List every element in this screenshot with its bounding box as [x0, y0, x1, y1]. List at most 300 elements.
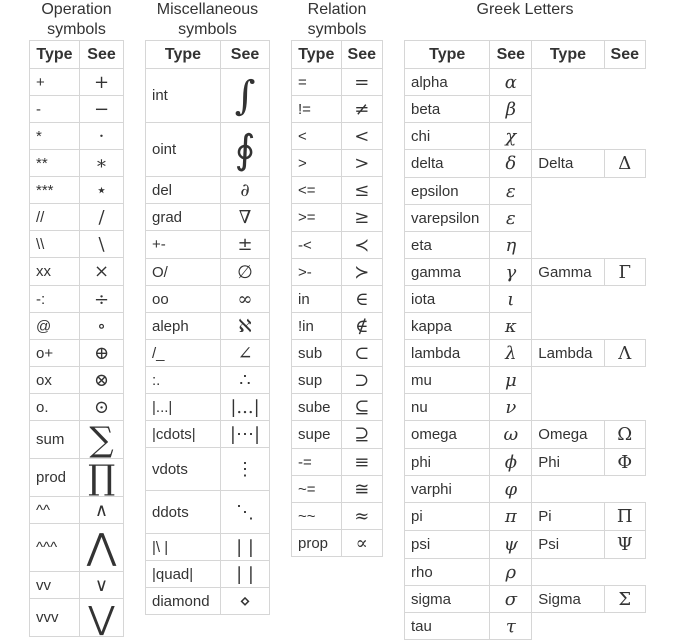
symbol-upper-cell: Γ	[604, 259, 645, 286]
table-row	[30, 96, 124, 123]
symbol-cell: ∂	[221, 177, 270, 204]
symbol-cell: α	[490, 69, 532, 96]
empty-cell	[604, 123, 645, 150]
symbol-cell: τ	[490, 613, 532, 640]
table-row	[146, 204, 270, 231]
type-cell: psi	[405, 531, 490, 559]
type-cell: ddots	[146, 491, 221, 534]
relation-symbols-body	[292, 69, 383, 557]
table-row	[30, 177, 124, 204]
empty-cell	[532, 205, 604, 232]
type-cell: -:	[30, 286, 80, 313]
greek-letters-section	[404, 0, 646, 640]
symbol-cell: ≻	[341, 259, 382, 286]
symbol-cell: ε	[490, 205, 532, 232]
type-cell: sum	[30, 421, 80, 459]
type-cell: ~~	[292, 503, 342, 530]
symbol-cell: ϕ	[490, 449, 532, 476]
empty-cell	[604, 286, 645, 313]
symbol-cell: | |	[221, 561, 270, 588]
table-row	[292, 96, 383, 123]
symbol-upper-cell: Π	[604, 503, 645, 531]
symbol-upper-cell: Σ	[604, 586, 645, 613]
table-row	[405, 476, 646, 503]
type-cell: varepsilon	[405, 205, 490, 232]
type-cell: vdots	[146, 448, 221, 491]
type-upper-cell: Psi	[532, 531, 604, 559]
table-row	[292, 367, 383, 394]
type-cell: int	[146, 69, 221, 123]
symbol-cell: |⋯|	[221, 421, 270, 448]
type-cell: eta	[405, 232, 490, 259]
col-header-type-upper: Type	[532, 41, 604, 69]
table-row	[405, 96, 646, 123]
symbol-cell: \	[80, 231, 124, 258]
symbol-upper-cell: Δ	[604, 150, 645, 178]
empty-cell	[532, 69, 604, 96]
table-row	[405, 150, 646, 178]
symbol-cell: ∧	[80, 497, 124, 524]
type-cell: del	[146, 177, 221, 204]
table-row	[292, 340, 383, 367]
table-row	[405, 259, 646, 286]
type-cell: o+	[30, 340, 80, 367]
type-cell: pi	[405, 503, 490, 531]
type-cell: |...|	[146, 394, 221, 421]
type-cell: |cdots|	[146, 421, 221, 448]
type-cell: !in	[292, 313, 342, 340]
empty-cell	[604, 313, 645, 340]
type-cell: phi	[405, 449, 490, 476]
symbol-upper-cell: Λ	[604, 340, 645, 367]
symbol-cell: ≤	[341, 177, 382, 204]
type-cell: \\	[30, 231, 80, 258]
type-cell: ^^^	[30, 524, 80, 572]
type-cell: diamond	[146, 588, 221, 615]
symbol-cell: |...|	[221, 394, 270, 421]
symbol-cell: ≡	[341, 449, 382, 476]
table-row	[292, 421, 383, 449]
symbol-cell: ∠	[221, 340, 270, 367]
symbol-cell: ∏	[80, 459, 124, 497]
symbol-cell: ε	[490, 178, 532, 205]
symbol-cell: ∗	[80, 150, 124, 177]
empty-cell	[532, 286, 604, 313]
table-row	[146, 177, 270, 204]
type-cell: omega	[405, 421, 490, 449]
table-row	[292, 394, 383, 421]
symbol-cell: ρ	[490, 559, 532, 586]
type-upper-cell: Omega	[532, 421, 604, 449]
symbol-cell: ≠	[341, 96, 382, 123]
symbol-cell: ∴	[221, 367, 270, 394]
table-row	[292, 204, 383, 232]
table-row	[405, 531, 646, 559]
symbol-cell: ∫	[221, 69, 270, 123]
symbol-cell: λ	[490, 340, 532, 367]
type-cell: alpha	[405, 69, 490, 96]
symbol-cell: ∨	[80, 572, 124, 599]
table-row	[146, 259, 270, 286]
type-cell: -<	[292, 232, 342, 259]
empty-cell	[532, 559, 604, 586]
symbol-cell: ⋮	[221, 448, 270, 491]
table-row	[405, 449, 646, 476]
symbol-cell: ⋅	[80, 123, 124, 150]
table-row	[405, 503, 646, 531]
type-cell: ***	[30, 177, 80, 204]
caption-line: symbols	[178, 21, 237, 38]
type-upper-cell: Delta	[532, 150, 604, 178]
symbol-cell: ×	[80, 258, 124, 286]
symbol-cell: ⊂	[341, 340, 382, 367]
type-cell: supe	[292, 421, 342, 449]
symbol-cell: ⊕	[80, 340, 124, 367]
symbol-cell: ∑	[80, 421, 124, 459]
table-row	[405, 286, 646, 313]
symbol-cell: χ	[490, 123, 532, 150]
type-upper-cell: Phi	[532, 449, 604, 476]
type-cell: +	[30, 69, 80, 96]
symbol-cell: ∅	[221, 259, 270, 286]
symbol-cell: ∘	[80, 313, 124, 340]
table-row	[146, 561, 270, 588]
symbol-cell: >	[341, 150, 382, 177]
type-cell: >	[292, 150, 342, 177]
table-row	[405, 178, 646, 205]
type-cell: sube	[292, 394, 342, 421]
table-row	[292, 177, 383, 204]
type-upper-cell: Gamma	[532, 259, 604, 286]
table-row	[30, 599, 124, 637]
symbol-cell: ⊙	[80, 394, 124, 421]
type-cell: ox	[30, 367, 80, 394]
type-cell: |quad|	[146, 561, 221, 588]
symbol-cell: ℵ	[221, 313, 270, 340]
symbol-cell: ∞	[221, 286, 270, 313]
table-row	[405, 205, 646, 232]
empty-cell	[604, 394, 645, 421]
type-cell: /_	[146, 340, 221, 367]
table-row	[292, 503, 383, 530]
empty-cell	[604, 205, 645, 232]
table-row	[30, 258, 124, 286]
table-row	[30, 572, 124, 599]
operation-symbols-body	[30, 69, 124, 637]
table-row	[146, 448, 270, 491]
symbol-cell: +	[80, 69, 124, 96]
empty-cell	[604, 232, 645, 259]
symbol-cell: ∉	[341, 313, 382, 340]
table-row	[146, 231, 270, 259]
empty-cell	[532, 476, 604, 503]
type-cell: lambda	[405, 340, 490, 367]
table-row	[405, 421, 646, 449]
caption-line: Greek Letters	[476, 1, 574, 18]
type-cell: =	[292, 69, 342, 96]
table-row	[405, 123, 646, 150]
table-row	[30, 313, 124, 340]
empty-cell	[532, 96, 604, 123]
table-row	[292, 286, 383, 313]
symbol-cell: ι	[490, 286, 532, 313]
relation-symbols-caption	[291, 0, 383, 40]
type-cell: sub	[292, 340, 342, 367]
type-cell: oint	[146, 123, 221, 177]
type-cell: sup	[292, 367, 342, 394]
caption-line: Relation	[307, 1, 367, 18]
type-cell: prod	[30, 459, 80, 497]
empty-cell	[604, 178, 645, 205]
table-row	[292, 530, 383, 557]
type-cell: //	[30, 204, 80, 231]
symbol-cell: φ	[490, 476, 532, 503]
symbol-cell: π	[490, 503, 532, 531]
caption-spacer	[404, 20, 646, 40]
table-row	[30, 459, 124, 497]
type-cell: nu	[405, 394, 490, 421]
empty-cell	[532, 613, 604, 640]
type-cell: |\ |	[146, 534, 221, 561]
relation-symbols-table	[291, 40, 383, 557]
empty-cell	[532, 367, 604, 394]
caption-line: Miscellaneous	[156, 1, 259, 18]
table-row	[405, 313, 646, 340]
table-row	[30, 231, 124, 258]
table-row	[405, 586, 646, 613]
type-cell: kappa	[405, 313, 490, 340]
empty-cell	[604, 613, 645, 640]
table-row	[30, 69, 124, 96]
symbol-cell: ∮	[221, 123, 270, 177]
empty-cell	[604, 559, 645, 586]
symbol-cell: β	[490, 96, 532, 123]
empty-cell	[532, 178, 604, 205]
type-cell: ~=	[292, 476, 342, 503]
symbol-cell: ∇	[221, 204, 270, 231]
table-row	[30, 286, 124, 313]
type-cell: !=	[292, 96, 342, 123]
type-cell: >=	[292, 204, 342, 232]
table-row	[405, 340, 646, 367]
table-row	[405, 394, 646, 421]
symbol-cell: ∈	[341, 286, 382, 313]
symbol-cell: =	[341, 69, 382, 96]
type-cell: +-	[146, 231, 221, 259]
table-row	[146, 421, 270, 448]
symbol-cell: ⊆	[341, 394, 382, 421]
table-row	[405, 232, 646, 259]
symbol-cell: ψ	[490, 531, 532, 559]
type-cell: <=	[292, 177, 342, 204]
type-cell: sigma	[405, 586, 490, 613]
symbol-cell: ÷	[80, 286, 124, 313]
table-row	[146, 588, 270, 615]
type-cell: varphi	[405, 476, 490, 503]
type-cell: :.	[146, 367, 221, 394]
col-header-see: See	[221, 41, 270, 69]
col-header-type: Type	[292, 41, 342, 69]
table-row	[30, 524, 124, 572]
table-row	[146, 491, 270, 534]
symbol-upper-cell: Φ	[604, 449, 645, 476]
type-cell: aleph	[146, 313, 221, 340]
greek-letters-body	[405, 69, 646, 640]
greek-letters-caption	[404, 0, 646, 40]
table-row	[292, 313, 383, 340]
type-upper-cell: Sigma	[532, 586, 604, 613]
type-cell: ^^	[30, 497, 80, 524]
type-upper-cell: Lambda	[532, 340, 604, 367]
operation-symbols-caption	[29, 0, 124, 40]
table-row	[30, 204, 124, 231]
type-cell: o.	[30, 394, 80, 421]
symbol-cell: κ	[490, 313, 532, 340]
table-row	[30, 150, 124, 177]
type-cell: *	[30, 123, 80, 150]
symbol-cell: ±	[221, 231, 270, 259]
table-row	[292, 69, 383, 96]
type-cell: vv	[30, 572, 80, 599]
symbol-cell: ≈	[341, 503, 382, 530]
type-cell: grad	[146, 204, 221, 231]
symbol-upper-cell: Ψ	[604, 531, 645, 559]
symbol-cell: ⊃	[341, 367, 382, 394]
table-row	[30, 123, 124, 150]
table-row	[30, 394, 124, 421]
table-row	[405, 69, 646, 96]
table-row	[292, 449, 383, 476]
type-cell: >-	[292, 259, 342, 286]
symbol-cell: ⋱	[221, 491, 270, 534]
type-cell: iota	[405, 286, 490, 313]
table-row	[146, 340, 270, 367]
col-header-see: See	[341, 41, 382, 69]
type-cell: tau	[405, 613, 490, 640]
misc-symbols-caption	[145, 0, 270, 40]
symbol-cell: γ	[490, 259, 532, 286]
type-cell: delta	[405, 150, 490, 178]
symbol-cell: /	[80, 204, 124, 231]
col-header-see-upper: See	[604, 41, 645, 69]
caption-line: Operation	[41, 1, 112, 18]
empty-cell	[532, 232, 604, 259]
table-row	[292, 232, 383, 259]
symbol-cell: ≅	[341, 476, 382, 503]
symbol-cell: ⋁	[80, 599, 124, 637]
col-header-see: See	[80, 41, 124, 69]
type-cell: rho	[405, 559, 490, 586]
empty-cell	[604, 69, 645, 96]
symbol-cell: ⋄	[221, 588, 270, 615]
type-cell: vvv	[30, 599, 80, 637]
table-row	[30, 421, 124, 459]
symbol-upper-cell: Ω	[604, 421, 645, 449]
type-cell: xx	[30, 258, 80, 286]
type-cell: -=	[292, 449, 342, 476]
misc-symbols-body	[146, 69, 270, 615]
symbol-cell: σ	[490, 586, 532, 613]
table-row	[146, 534, 270, 561]
type-cell: beta	[405, 96, 490, 123]
table-row	[292, 476, 383, 503]
empty-cell	[532, 394, 604, 421]
col-header-type: Type	[30, 41, 80, 69]
symbol-cell: δ	[490, 150, 532, 178]
misc-symbols-section	[145, 0, 270, 615]
symbol-cell: ≺	[341, 232, 382, 259]
type-cell: oo	[146, 286, 221, 313]
type-cell: gamma	[405, 259, 490, 286]
col-header-type: Type	[146, 41, 221, 69]
symbol-cell: <	[341, 123, 382, 150]
table-row	[405, 367, 646, 394]
type-cell: prop	[292, 530, 342, 557]
table-row	[146, 123, 270, 177]
table-row	[30, 340, 124, 367]
col-header-type: Type	[405, 41, 490, 69]
table-row	[292, 150, 383, 177]
caption-line: symbols	[307, 21, 367, 38]
symbol-cell: ν	[490, 394, 532, 421]
symbol-cell: ⊇	[341, 421, 382, 449]
table-row	[405, 613, 646, 640]
type-cell: chi	[405, 123, 490, 150]
table-row	[292, 259, 383, 286]
type-upper-cell: Pi	[532, 503, 604, 531]
table-row	[146, 286, 270, 313]
table-row	[146, 394, 270, 421]
type-cell: epsilon	[405, 178, 490, 205]
type-cell: in	[292, 286, 342, 313]
symbol-cell: μ	[490, 367, 532, 394]
symbol-cell: | |	[221, 534, 270, 561]
type-cell: @	[30, 313, 80, 340]
operation-symbols-section	[29, 0, 124, 637]
type-cell: O/	[146, 259, 221, 286]
symbol-cell: ⊗	[80, 367, 124, 394]
table-row	[30, 367, 124, 394]
empty-cell	[532, 123, 604, 150]
empty-cell	[604, 96, 645, 123]
type-cell: **	[30, 150, 80, 177]
misc-symbols-table	[145, 40, 270, 615]
symbol-cell: ω	[490, 421, 532, 449]
type-cell: <	[292, 123, 342, 150]
caption-line: symbols	[47, 21, 106, 38]
symbol-cell: ⋀	[80, 524, 124, 572]
symbol-cell: ⋆	[80, 177, 124, 204]
empty-cell	[604, 367, 645, 394]
table-row	[405, 559, 646, 586]
relation-symbols-section	[291, 0, 383, 557]
greek-letters-table	[404, 40, 646, 640]
table-row	[30, 497, 124, 524]
table-row	[146, 69, 270, 123]
empty-cell	[604, 476, 645, 503]
empty-cell	[532, 313, 604, 340]
symbol-cell: −	[80, 96, 124, 123]
table-row	[292, 123, 383, 150]
table-row	[146, 313, 270, 340]
type-cell: -	[30, 96, 80, 123]
symbol-cell: ∝	[341, 530, 382, 557]
operation-symbols-table	[29, 40, 124, 637]
table-row	[146, 367, 270, 394]
type-cell: mu	[405, 367, 490, 394]
symbol-cell: ≥	[341, 204, 382, 232]
symbol-cell: η	[490, 232, 532, 259]
